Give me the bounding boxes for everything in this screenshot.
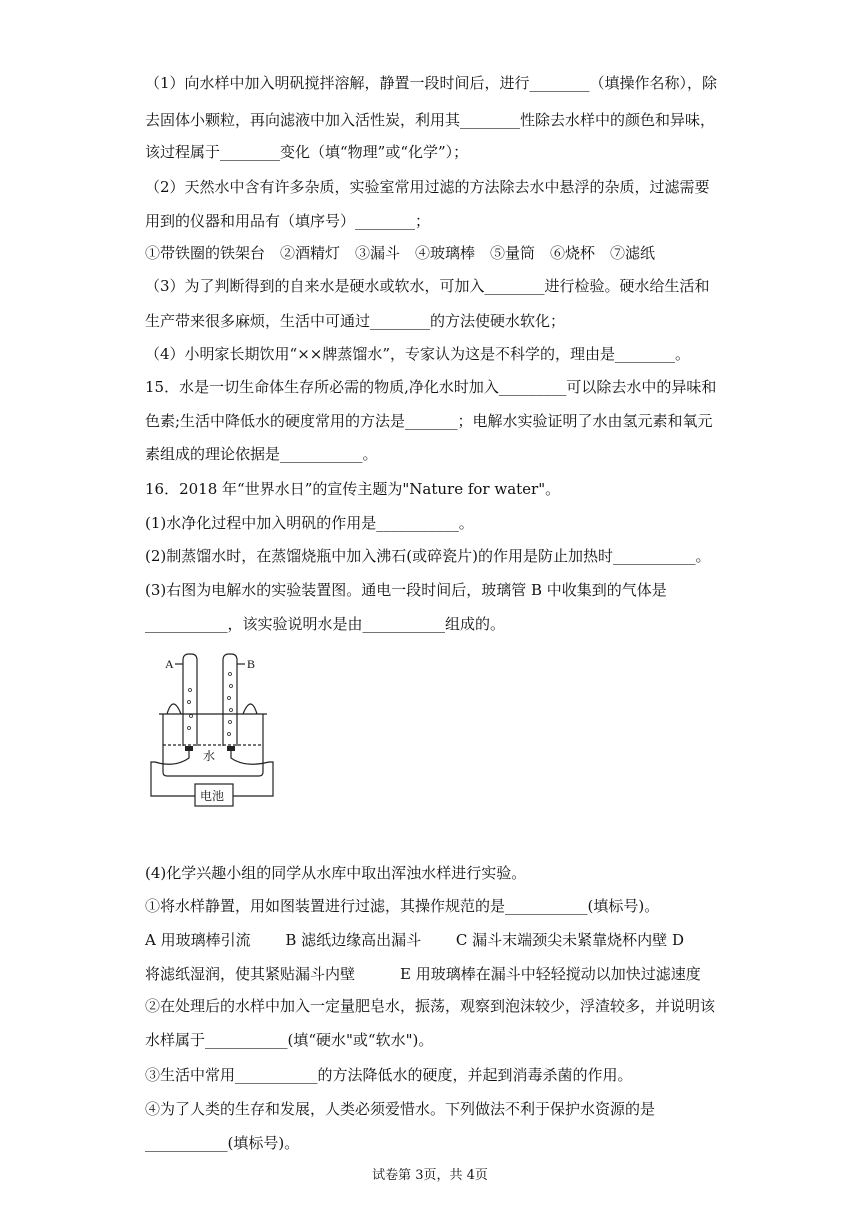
text-line: 16．2018 年“世界水日”的宣传主题为"Nature for water"。 bbox=[145, 480, 561, 498]
text-line: 素组成的理论依据是___________。 bbox=[145, 445, 378, 463]
text-line: (3)右图为电解水的实验装置图。通电一段时间后，玻璃管 B 中收集到的气体是 bbox=[145, 581, 667, 599]
text-line: ②在处理后的水样中加入一定量肥皂水，振荡，观察到泡沫较少，浮渣较多，并说明该 bbox=[145, 997, 716, 1015]
text-line: ___________(填标号)。 bbox=[145, 1134, 300, 1152]
text-line: (4)化学兴趣小组的同学从水库中取出浑浊水样进行实验。 bbox=[145, 864, 527, 882]
text-line: 色素;生活中降低水的硬度常用的方法是_______；电解水实验证明了水由氢元素和氧元 bbox=[145, 412, 713, 430]
text-line: 将滤纸湿润，使其紧贴漏斗内壁 E 用玻璃棒在漏斗中轻轻搅动以加快过滤速度 bbox=[145, 965, 701, 983]
label-b: B bbox=[247, 657, 256, 671]
text-line: （1）向水样中加入明矾搅拌溶解，静置一段时间后，进行________（填操作名称），除 bbox=[145, 74, 718, 92]
text-line: ③生活中常用___________的方法降低水的硬度，并起到消毒杀菌的作用。 bbox=[145, 1066, 633, 1084]
text-line: 水样属于___________(填“硬水"或“软水")。 bbox=[145, 1031, 434, 1049]
text-line: ①将水样静置，用如图装置进行过滤，其操作规范的是___________(填标号)。 bbox=[145, 897, 660, 915]
text-line: ④为了人类的生存和发展，人类必须爱惜水。下列做法不利于保护水资源的是 bbox=[145, 1100, 656, 1118]
text-line: （2）天然水中含有许多杂质，实验室常用过滤的方法除去水中悬浮的杂质，过滤需要 bbox=[145, 178, 710, 196]
text-line: （3）为了判断得到的自来水是硬水或软水，可加入________进行检验。硬水给生活和 bbox=[145, 277, 710, 295]
text-line: 该过程属于________变化（填“物理”或“化学”）； bbox=[145, 143, 469, 161]
text-line: 用到的仪器和用品有（填序号）________； bbox=[145, 212, 431, 230]
battery-label: 电池 bbox=[200, 789, 225, 803]
label-a: A bbox=[165, 657, 174, 671]
text-line: ①带铁圈的铁架台 ②酒精灯 ③漏斗 ④玻璃棒 ⑤量筒 ⑥烧杯 ⑦滤纸 bbox=[145, 244, 656, 262]
text-line: （4）小明家长期饮用“××牌蒸馏水”，专家认为这是不科学的，理由是________。 bbox=[145, 345, 691, 363]
text-line: 去固体小颗粒，再向滤液中加入活性炭，利用其________性除去水样中的颜色和异味， bbox=[145, 111, 716, 129]
electrolysis-apparatus-diagram bbox=[145, 650, 280, 810]
water-label: 水 bbox=[203, 749, 216, 763]
text-line: ___________，该实验说明水是由___________组成的。 bbox=[145, 615, 506, 633]
text-line: (2)制蒸馏水时，在蒸馏烧瓶中加入沸石(或碎瓷片)的作用是防止加热时___________。 bbox=[145, 547, 711, 565]
text-line: A 用玻璃棒引流 B 滤纸边缘高出漏斗 C 漏斗末端颈尖未紧靠烧杯内壁 D bbox=[145, 931, 684, 949]
text-line: 生产带来很多麻烦，生活中可通过________的方法使硬水软化； bbox=[145, 312, 566, 330]
text-line: 15．水是一切生命体生存所必需的物质,净化水时加入_________可以除去水中的异味和 bbox=[145, 378, 717, 396]
page-footer: 试卷第 3页，共 4页 bbox=[372, 1168, 488, 1183]
text-line: (1)水净化过程中加入明矾的作用是___________。 bbox=[145, 514, 474, 532]
